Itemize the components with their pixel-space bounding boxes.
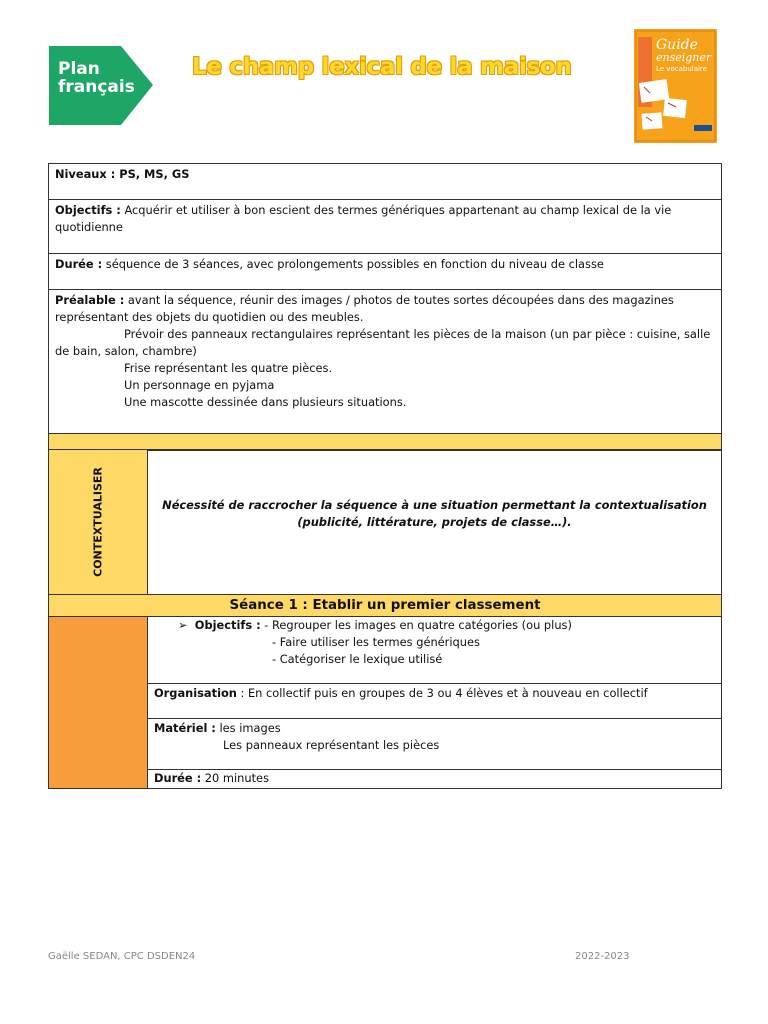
contextualiser-side — [49, 450, 148, 594]
logo-line1: Plan — [58, 59, 100, 79]
seance1-side — [49, 617, 148, 788]
niveaux-row — [49, 164, 721, 200]
objectifs-text: Acquérir et utiliser à bon escient des termes génériques appartenant au champ lexical de la vie quotidienne — [55, 203, 672, 234]
duree-text: séquence de 3 séances, avec prolongements possibles en fonction du niveau de classe — [102, 257, 604, 271]
book-subtitle: Le vocabulaire — [656, 65, 707, 73]
materiel-label: Matériel : — [154, 721, 216, 735]
prealable-item: Frise représentant les quatre pièces. — [124, 361, 333, 375]
plan-francais-logo — [49, 46, 153, 125]
seance1-section — [48, 617, 722, 789]
materiel-text: les images — [215, 721, 281, 735]
duree-row — [49, 254, 721, 290]
contextualiser-content — [148, 450, 721, 594]
duree-label: Durée : — [55, 257, 103, 271]
footer-author: Gaëlle SEDAN, CPC DSDEN24 — [48, 951, 196, 962]
contextualiser-section — [48, 449, 722, 595]
seance1-materiel-row — [148, 719, 721, 770]
materiel-item: Les panneaux représentant les pièces — [223, 738, 440, 752]
book-title1: Guide — [656, 37, 698, 53]
niveaux-text: Niveaux : PS, MS, GS — [55, 167, 190, 181]
seance1-duree-label: Durée : — [154, 771, 202, 785]
contextualiser-label: CONTEXTUALISER — [91, 467, 105, 577]
prealable-row — [49, 290, 721, 434]
logo-line2: français — [58, 77, 135, 97]
objectifs-row — [49, 200, 721, 254]
prealable-text: avant la séquence, réunir des images / photos de toutes sortes découpées dans des magazines représentant des objets du quotidien ou des meubles. — [55, 293, 674, 324]
contextualiser-text-line1: Nécessité de raccrocher la séquence à une situation permettant la contextualisation — [162, 498, 707, 512]
seance1-organisation-row — [148, 684, 721, 719]
book-cover-image — [634, 29, 717, 143]
prealable-item: Une mascotte dessinée dans plusieurs situations. — [124, 395, 407, 409]
organisation-text: : En collectif puis en groupes de 3 ou 4 élèves et à nouveau en collectif — [236, 686, 648, 700]
seance1-objectifs-row — [148, 617, 721, 684]
organisation-label: Organisation — [154, 686, 237, 700]
objectifs-label: Objectifs : — [55, 203, 121, 217]
arrow-bullet-icon: ➢ — [178, 618, 188, 632]
contextualiser-text-line2: (publicité, littérature, projets de classe…). — [297, 515, 572, 529]
seance1-objectif-item: - Catégoriser le lexique utilisé — [272, 652, 443, 666]
seance1-title: Séance 1 : Etablir un premier classement — [48, 595, 722, 617]
prealable-label: Préalable : — [55, 293, 125, 307]
seance1-objectifs-label: Objectifs : — [194, 618, 261, 632]
seance1-duree-text: 20 minutes — [201, 771, 269, 785]
footer-year: 2022-2023 — [575, 951, 630, 962]
book-title2: enseigner — [656, 51, 712, 64]
seance1-objectif-item: - Regrouper les images en quatre catégories (ou plus) — [264, 618, 572, 632]
info-table — [48, 163, 722, 451]
prealable-item: Un personnage en pyjama — [124, 378, 275, 392]
seance1-duree-row — [148, 770, 721, 788]
prealable-item: Prévoir des panneaux rectangulaires représentant les pièces de la maison (un par pièce : cuisine, salle de bain, salon, chambre) — [55, 327, 711, 358]
page-title: Le champ lexical de la maison — [192, 54, 572, 80]
seance1-objectif-item: - Faire utiliser les termes génériques — [272, 635, 480, 649]
